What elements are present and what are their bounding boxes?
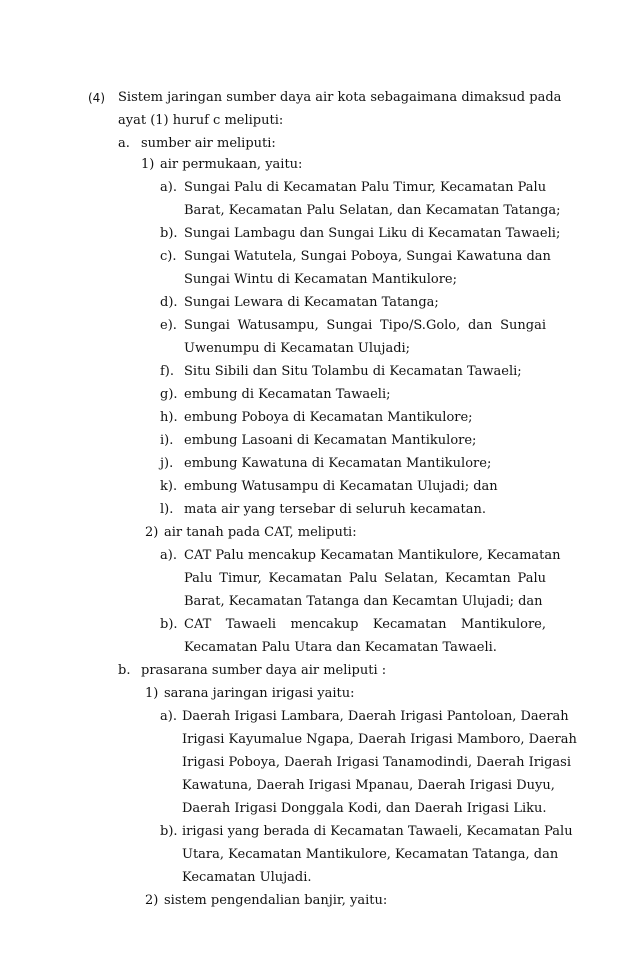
list-item-marker: h). bbox=[160, 410, 178, 425]
list-item-line: Irigasi Kayumalue Ngapa, Daerah Irigasi Mamboro, Daerah bbox=[182, 732, 577, 747]
list-item-line: Sungai Palu di Kecamatan Palu Timur, Kecamatan Palu bbox=[184, 180, 547, 195]
list-item-line: Sungai Lambagu dan Sungai Liku di Kecamatan Tawaeli; bbox=[184, 226, 561, 241]
list-item-line: Palu Timur, Kecamatan Palu Selatan, Kecamtan Palu bbox=[184, 571, 546, 586]
list-item-marker: k). bbox=[160, 479, 178, 494]
list-item-line: mata air yang tersebar di seluruh kecamatan. bbox=[184, 502, 487, 517]
list-item-line: Barat, Kecamatan Palu Selatan, dan Kecamatan Tatanga; bbox=[184, 203, 561, 218]
list-item-line: Kawatuna, Daerah Irigasi Mpanau, Daerah Irigasi Duyu, bbox=[182, 778, 555, 793]
list-item-line: Sungai Wintu di Kecamatan Mantikulore; bbox=[184, 272, 457, 287]
list-item-line: embung Watusampu di Kecamatan Ulujadi; dan bbox=[184, 479, 498, 494]
item-4-line-2: ayat (1) huruf c meliputi: bbox=[118, 113, 284, 128]
list-item-line: Sungai Watusampu, Sungai Tipo/S.Golo, dan Sungai bbox=[184, 318, 546, 333]
section-a-text: sumber air meliputi: bbox=[141, 136, 276, 151]
list-item-line: embung Poboya di Kecamatan Mantikulore; bbox=[184, 410, 473, 425]
section-b1-text: sarana jaringan irigasi yaitu: bbox=[164, 686, 355, 701]
list-item-line: embung di Kecamatan Tawaeli; bbox=[184, 387, 391, 402]
list-item-marker: e). bbox=[160, 318, 177, 333]
section-a2-marker: 2) bbox=[145, 525, 159, 540]
list-item-line: CAT Palu mencakup Kecamatan Mantikulore, Kecamatan bbox=[184, 548, 561, 563]
section-b1-marker: 1) bbox=[145, 686, 159, 701]
list-item-line: Irigasi Poboya, Daerah Irigasi Tanamodindi, Daerah Irigasi bbox=[182, 755, 572, 770]
list-item-line: Barat, Kecamatan Tatanga dan Kecamtan Ulujadi; dan bbox=[184, 594, 543, 609]
list-item-line: embung Lasoani di Kecamatan Mantikulore; bbox=[184, 433, 477, 448]
list-item-line: Daerah Irigasi Donggala Kodi, dan Daerah Irigasi Liku. bbox=[182, 801, 547, 816]
list-item-marker: b). bbox=[160, 824, 178, 839]
list-item-marker: i). bbox=[160, 433, 174, 448]
list-item-marker: c). bbox=[160, 249, 177, 264]
section-b2-marker: 2) bbox=[145, 893, 159, 908]
list-item-marker: a). bbox=[160, 548, 177, 563]
list-item-line: irigasi yang berada di Kecamatan Tawaeli, Kecamatan Palu bbox=[182, 824, 573, 839]
list-item-marker: f). bbox=[160, 364, 175, 379]
section-a1-text: air permukaan, yaitu: bbox=[160, 157, 303, 172]
section-a2-text: air tanah pada CAT, meliputi: bbox=[164, 525, 357, 540]
list-item-line: Kecamatan Ulujadi. bbox=[182, 870, 312, 885]
list-item-line: Utara, Kecamatan Mantikulore, Kecamatan Tatanga, dan bbox=[182, 847, 559, 862]
list-item-marker: d). bbox=[160, 295, 178, 310]
section-b-text: prasarana sumber daya air meliputi : bbox=[141, 663, 387, 678]
list-item-line: CAT Tawaeli mencakup Kecamatan Mantikulore, bbox=[184, 617, 546, 632]
list-item-marker: j). bbox=[160, 456, 174, 471]
item-4-line-1: Sistem jaringan sumber daya air kota sebagaimana dimaksud pada bbox=[118, 90, 562, 105]
list-item-line: Sungai Watutela, Sungai Poboya, Sungai Kawatuna dan bbox=[184, 249, 551, 264]
list-item-line: Daerah Irigasi Lambara, Daerah Irigasi Pantoloan, Daerah bbox=[182, 709, 569, 724]
list-item-marker: g). bbox=[160, 387, 178, 402]
section-b-marker: b. bbox=[118, 663, 131, 678]
item-4-number: (4) bbox=[88, 91, 105, 105]
list-item-line: Kecamatan Palu Utara dan Kecamatan Tawaeli. bbox=[184, 640, 497, 655]
list-item-marker: b). bbox=[160, 617, 178, 632]
list-item-marker: l). bbox=[160, 502, 174, 517]
list-item-line: Situ Sibili dan Situ Tolambu di Kecamatan Tawaeli; bbox=[184, 364, 522, 379]
section-a-marker: a. bbox=[118, 136, 130, 151]
list-item-line: Sungai Lewara di Kecamatan Tatanga; bbox=[184, 295, 439, 310]
list-item-line: embung Kawatuna di Kecamatan Mantikulore; bbox=[184, 456, 492, 471]
list-item-marker: a). bbox=[160, 709, 177, 724]
list-item-line: Uwenumpu di Kecamatan Ulujadi; bbox=[184, 341, 411, 356]
section-a1-marker: 1) bbox=[141, 157, 155, 172]
list-item-marker: a). bbox=[160, 180, 177, 195]
list-item-marker: b). bbox=[160, 226, 178, 241]
section-b2-text: sistem pengendalian banjir, yaitu: bbox=[164, 893, 388, 908]
